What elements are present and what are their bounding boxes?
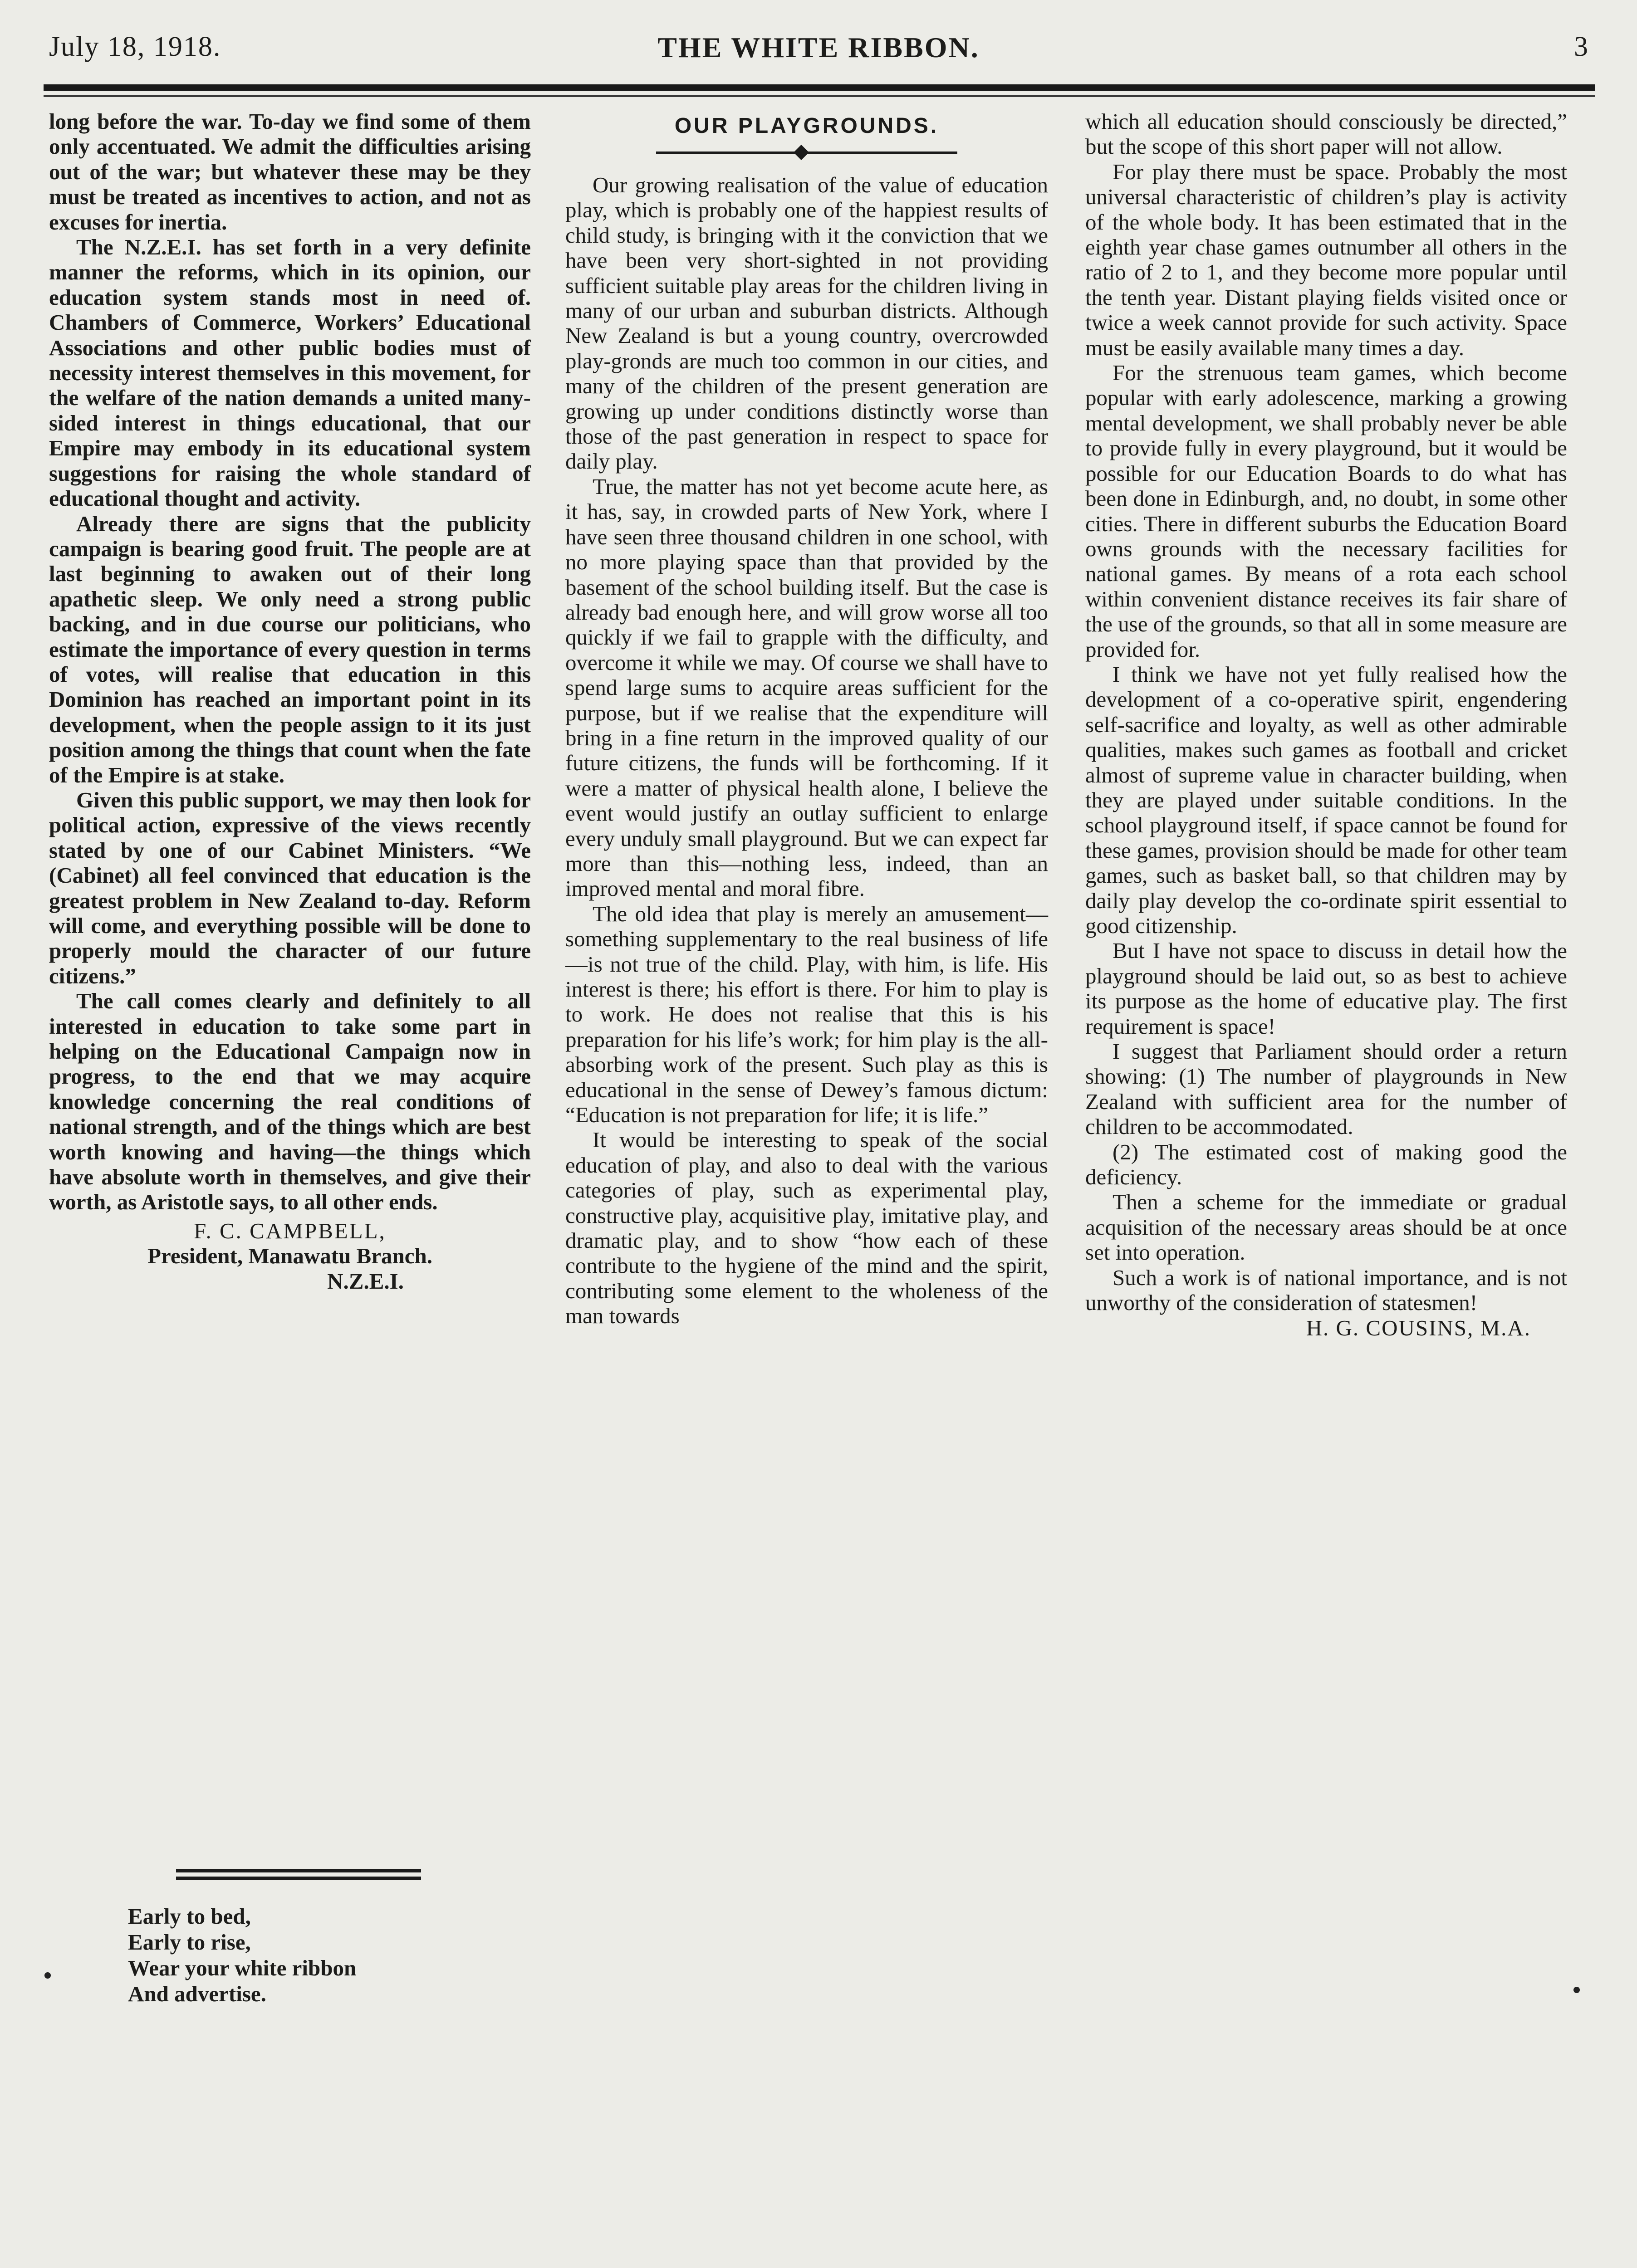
print-speck	[1573, 1987, 1580, 1993]
poem-line: And advertise.	[128, 1981, 266, 2006]
poem-line: Early to rise,	[128, 1930, 251, 1955]
title-ornament	[565, 143, 1048, 161]
paragraph: It would be interesting to speak of the social education of play, and also to deal with the various categories of play, such as experimental play, constructive play, acquisitive play, imitative play, and dramatic play, and to show “how each of these contribute to the hygiene of the mind and the spirit, contributing some element to the wholeness of the man towards	[565, 1127, 1048, 1329]
article-title: OUR PLAYGROUNDS.	[674, 114, 939, 138]
column-left	[49, 109, 531, 1294]
paragraph: (2) The estimated cost of making good the deficiency.	[1085, 1139, 1567, 1190]
paragraph: long before the war. To-day we find some of them only accentuated. We admit the difficulties arising out of the war; but whatever these may be they must be treated as incentives to action, and not as excuses for inertia.	[49, 109, 531, 235]
page-number: 3	[1574, 31, 1588, 62]
paragraph: I suggest that Parliament should order a return showing: (1) The number of playgrounds in New Zealand with sufficient area for the number of children to be accommodated.	[1085, 1039, 1567, 1139]
print-speck	[44, 1972, 51, 1979]
paragraph: Given this public support, we may then look for political action, expressive of the views recently stated by one of our Cabinet Ministers. “We (Cabinet) all feel convinced that education is the greatest problem in New Zealand to-day. Reform will come, and everything possible will be done to properly mould the character of our future citizens.”	[49, 787, 531, 988]
poem-line: Wear your white ribbon	[128, 1955, 357, 1980]
filler-poem	[128, 1903, 356, 2007]
column-right	[1085, 109, 1567, 1340]
issue-date: July 18, 1918.	[49, 31, 221, 62]
paragraph: which all education should consciously be directed,” but the scope of this short paper will not allow.	[1085, 109, 1567, 159]
paragraph: The old idea that play is merely an amusement—something supplementary to the real business of life—is not true of the child. Play, with him, is life. His interest is there; his effort is there. For him to play is to work. He does not realise that this is his preparation for his life’s work; for him play is the all-absorbing work of the present. Such play as this is educational in the sense of Dewey’s famous dictum: “Education is not preparation for life; it is life.”	[565, 901, 1048, 1128]
header-rule-thin	[44, 95, 1595, 97]
signature-org: N.Z.E.I.	[327, 1268, 404, 1294]
section-divider	[176, 1869, 421, 1882]
paragraph: The N.Z.E.I. has set forth in a very definite manner the reforms, which in its opinion, our education system stands most in need of. Chambers of Commerce, Workers’ Educational Associations and other public bodies must of necessity interest themselves in this movement, for the welfare of the nation demands a united many-sided interest in things educational, that our Empire may embody in its educational system suggestions for raising the whole standard of educational thought and activity.	[49, 235, 531, 511]
column-middle	[565, 109, 1048, 1329]
paragraph: Then a scheme for the immediate or gradual acquisition of the necessary areas should be at once set into operation.	[1085, 1189, 1567, 1265]
signature-name: F. C. CAMPBELL,	[194, 1218, 386, 1243]
paragraph: For the strenuous team games, which become popular with early adolescence, marking a growing mental development, we shall probably never be able to provide fully in every playground, but it would be possible for our Education Boards to do what has been done in Edinburgh, and, no doubt, in some other cities. There in different suburbs the Education Board owns grounds with the necessary facilities for national games. By means of a rota each school within convenient distance receives its fair share of the use of the grounds, so that all in some measure are provided for.	[1085, 360, 1567, 662]
page-header	[0, 31, 1637, 72]
paragraph: Our growing realisation of the value of education play, which is probably one of the happiest results of child study, is bringing with it the conviction that we have been very short-sighted in not providing sufficient suitable play areas for the children living in many of our urban and suburban districts. Although New Zealand is but a young country, overcrowded play-gronds are much too common in our cities, and many of the children of the present generation are growing up under conditions distinctly worse than those of the past generation in respect to space for daily play.	[565, 172, 1048, 474]
paragraph: Already there are signs that the publicity campaign is bearing good fruit. The people are at last beginning to awaken out of their long apathetic sleep. We only need a strong public backing, and in due course our politicians, who estimate the importance of every question in terms of votes, will realise that education in this Dominion has reached an important point in its development, when the people assign to it its just position among the things that count when the fate of the Empire is at stake.	[49, 511, 531, 787]
signature-title: President, Manawatu Branch.	[147, 1243, 432, 1269]
paragraph: I think we have not yet fully realised how the development of a co-operative spirit, engendering self-sacrifice and loyalty, as well as other admirable qualities, makes such games as football and cricket almost of supreme value in character building, when they are played under suitable conditions. In the school playground itself, if space cannot be found for these games, provision should be made for other team games, such as basket ball, so that children may by daily play develop the co-ordinate spirit essential to good citizenship.	[1085, 661, 1567, 938]
paragraph: True, the matter has not yet become acute here, as it has, say, in crowded parts of New York, where I have seen three thousand children in one school, with no more playing space than that provided by the basement of the school building itself. But the case is already bad enough here, and will grow worse all too quickly if we fail to grapple with the difficulty, and overcome it while we may. Of course we shall have to spend large sums to acquire areas sufficient for the purpose, but if we realise that the expenditure will bring in a fine return in the improved quality of our future citizens, the funds will be forthcoming. If it were a matter of physical health alone, I believe the event would justify an outlay sufficient to enlarge every unduly small playground. But we can expect far more than this—nothing less, indeed, than an improved mental and moral fibre.	[565, 474, 1048, 901]
article-signature: H. G. COUSINS, M.A.	[1306, 1315, 1531, 1340]
header-rule	[44, 84, 1595, 91]
paragraph: But I have not space to discuss in detail how the playground should be laid out, so as best to achieve its purpose as the home of educative play. The first requirement is space!	[1085, 938, 1567, 1039]
paragraph: The call comes clearly and definitely to all interested in education to take some part in helping on the Educational Campaign now in progress, to the end that we may acquire knowledge concerning the real conditions of national strength, and of the things which are best worth knowing and having—the things which have absolute worth in themselves, and give their worth, as Aristotle says, to all other ends.	[49, 988, 531, 1215]
paragraph: Such a work is of national importance, and is not unworthy of the consideration of statesmen!	[1085, 1265, 1567, 1315]
publication-title: THE WHITE RIBBON.	[657, 31, 980, 64]
paragraph: For play there must be space. Probably the most universal characteristic of children’s play is activity of the whole body. It has been estimated that in the eighth year chase games outnumber all others in the ratio of 2 to 1, and they become more popular until the tenth year. Distant playing fields visited once or twice a week cannot provide for such activity. Space must be easily available many times a day.	[1085, 159, 1567, 360]
poem-line: Early to bed,	[128, 1904, 251, 1929]
